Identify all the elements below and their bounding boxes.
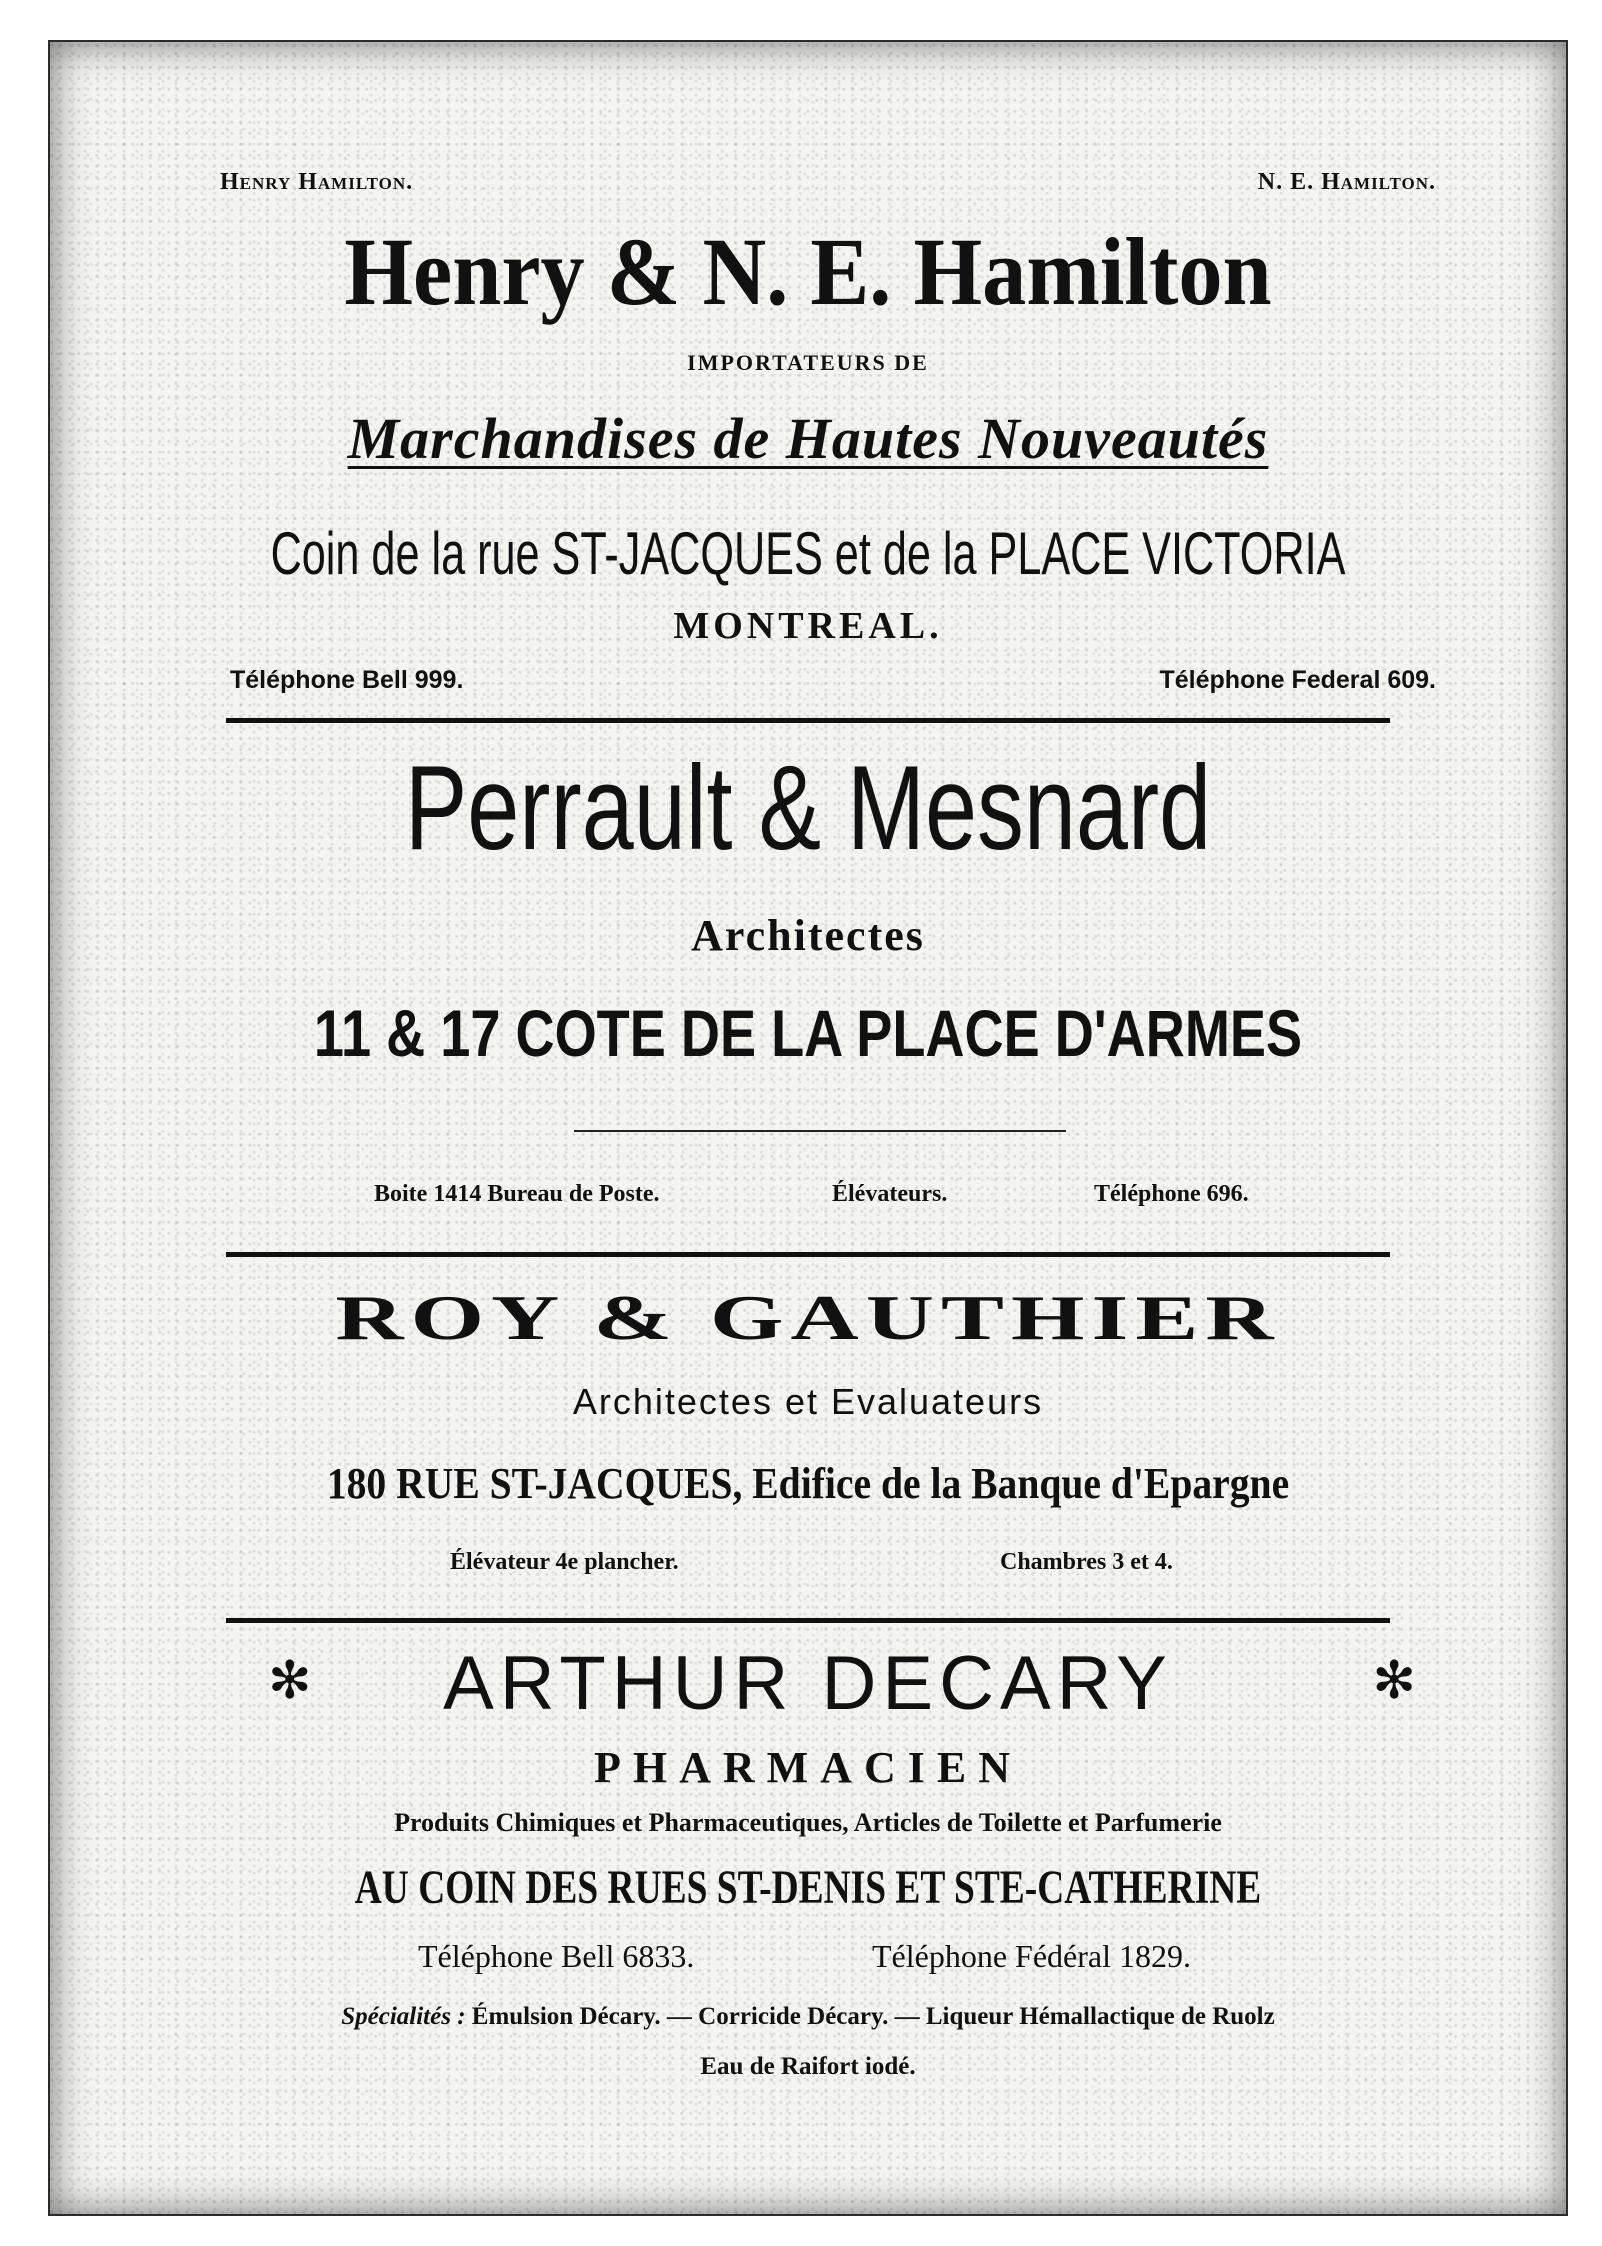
perrault-title: Perrault & Mesnard [404, 741, 1212, 875]
hamilton-tel-federal: Téléphone Federal 609. [1159, 666, 1436, 694]
hamilton-address: Coin de la rue ST-JACQUES et de la PLACE VICTORIA [270, 520, 1346, 587]
roy-address: 180 RUE ST-JACQUES, Edifice de la Banque d'Epargne [326, 1459, 1290, 1508]
divider-1 [226, 718, 1390, 723]
decary-right-star-icon: ✻ [1372, 1653, 1416, 1710]
advertisement-page [48, 40, 1568, 2216]
perrault-telephone: Téléphone 696. [1094, 1181, 1249, 1207]
perrault-post-box: Boite 1414 Bureau de Poste. [374, 1181, 660, 1207]
roy-subtitle: Architectes et Evaluateurs [572, 1381, 1044, 1422]
hamilton-city: MONTREAL. [673, 605, 943, 647]
decary-address: AU COIN DES RUES ST-DENIS ET STE-CATHERINE [354, 1861, 1262, 1914]
decary-specialties-text: Émulsion Décary. — Corricide Décary. — Liqueur Hémallactique de Ruolz [471, 2003, 1275, 2030]
divider-2 [226, 1252, 1390, 1257]
roy-title: ROY & GAUTHIER [335, 1282, 1281, 1354]
decary-subtitle: PHARMACIEN [594, 1743, 1022, 1792]
perrault-short-rule [574, 1130, 1066, 1132]
decary-left-star-icon: ✻ [268, 1653, 312, 1710]
hamilton-merchandise: Marchandises de Hautes Nouveautés [347, 406, 1269, 471]
perrault-address: 11 & 17 COTE DE LA PLACE D'ARMES [313, 996, 1303, 1070]
perrault-subtitle: Architectes [691, 911, 925, 960]
decary-tel-bell: Téléphone Bell 6833. [418, 1938, 695, 1974]
divider-3 [226, 1618, 1390, 1623]
decary-tel-federal: Téléphone Fédéral 1829. [872, 1938, 1191, 1974]
roy-rooms: Chambres 3 et 4. [1000, 1549, 1173, 1575]
hamilton-tel-bell: Téléphone Bell 999. [230, 666, 464, 694]
hamilton-title: Henry & N. E. Hamilton [344, 218, 1272, 325]
decary-specialties-label: Spécialités : [341, 2003, 466, 2030]
perrault-elevators: Élévateurs. [832, 1181, 948, 1207]
hamilton-importers: IMPORTATEURS DE [687, 350, 929, 375]
hamilton-right-name: N. E. Hamilton. [1257, 169, 1436, 195]
hamilton-left-name: Henry Hamilton. [220, 169, 414, 195]
decary-title: ARTHUR DECARY [443, 1641, 1173, 1726]
decary-last-line: Eau de Raifort iodé. [700, 2053, 916, 2080]
decary-specialties [50, 2004, 1566, 2029]
roy-elevator: Élévateur 4e plancher. [450, 1549, 679, 1575]
decary-products: Produits Chimiques et Pharmaceutiques, Articles de Toilette et Parfumerie [394, 1808, 1222, 1837]
